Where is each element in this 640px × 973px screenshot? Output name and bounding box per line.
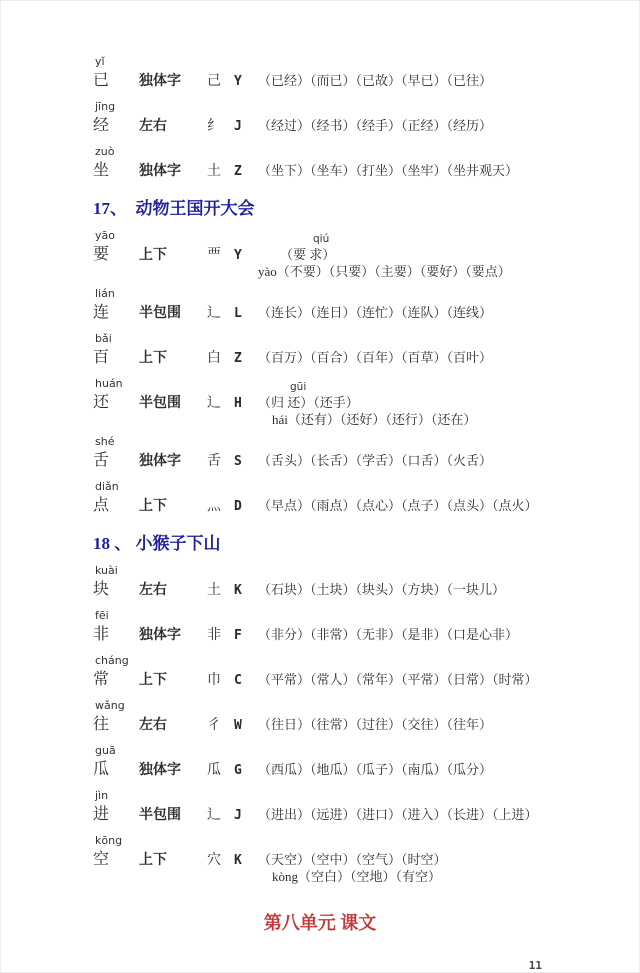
pinyin-label: wǎng [95, 699, 125, 712]
word-line: （平常）（常人）（常年）（平常）（日常）（时常） [258, 672, 538, 687]
pinyin-label: shé [95, 435, 115, 448]
character: 百 [93, 349, 110, 366]
vocab-row [93, 495, 639, 518]
character: 还 [93, 394, 110, 411]
vocab-entry [93, 564, 639, 602]
initial-letter: Z [234, 164, 242, 179]
radical-label: 土 [207, 164, 221, 179]
radical-label: 辶 [207, 808, 221, 823]
radical-label: 己 [207, 74, 221, 89]
character: 舌 [93, 452, 110, 469]
radical-label: 辶 [207, 396, 221, 411]
initial-letter: J [234, 119, 242, 134]
pinyin-label: kōng [95, 834, 123, 847]
structure-label: 独体字 [139, 164, 181, 179]
radical-label: 穴 [207, 853, 221, 868]
vocab-list [1, 55, 639, 885]
structure-label: 左右 [139, 583, 167, 598]
word-line: （坐下）（坐车）（打坐）（坐牢）（坐井观天） [258, 163, 519, 178]
structure-label: 上下 [139, 499, 167, 514]
vocab-row [93, 347, 639, 370]
word-line: （百万）（百合）（百年）（百草）（百叶） [258, 350, 493, 365]
structure-label: 半包围 [139, 808, 181, 823]
word-examples [258, 806, 639, 823]
word-examples [258, 581, 639, 598]
radical-label: 彳 [207, 718, 221, 733]
radical-label: 非 [207, 628, 221, 643]
radical-label: 辶 [207, 306, 221, 321]
vocab-entry [93, 699, 639, 737]
pinyin-label: jīng [95, 100, 116, 113]
word-examples [258, 851, 639, 885]
pinyin-label: yāo [95, 229, 115, 242]
word-examples [258, 381, 639, 428]
structure-label: 上下 [139, 853, 167, 868]
word-examples [258, 716, 639, 733]
vocab-row [93, 450, 639, 473]
word-examples [258, 117, 639, 134]
vocab-row [93, 849, 639, 885]
pinyin-label: guā [95, 744, 116, 757]
vocab-row [93, 579, 639, 602]
structure-label: 独体字 [139, 628, 181, 643]
character: 块 [93, 581, 110, 598]
initial-letter: W [234, 718, 242, 733]
word-line: （非分）（非常）（无非）（是非）（口是心非） [258, 627, 519, 642]
structure-label: 独体字 [139, 763, 181, 778]
word-line: （已经）（而已）（已故）（早已）（已往） [258, 73, 493, 88]
initial-letter: D [234, 499, 242, 514]
vocab-row [93, 759, 639, 782]
pinyin-label: bǎi [95, 332, 112, 345]
word-examples [258, 349, 639, 366]
section-heading: 17、 动物王国开大会 [93, 199, 255, 218]
structure-label: 上下 [139, 351, 167, 366]
word-line: （早点）（雨点）（点心）（点子）（点头）（点火） [258, 498, 538, 513]
word-examples [258, 761, 639, 778]
radical-label: 灬 [207, 499, 221, 514]
word-examples [258, 626, 639, 643]
initial-letter: K [234, 853, 242, 868]
note-pinyin-label: qiú [313, 233, 330, 245]
structure-label: 左右 [139, 119, 167, 134]
pinyin-label: lián [95, 287, 115, 300]
word-line: kòng（空白）（空地）（有空） [272, 869, 442, 884]
character: 进 [93, 806, 110, 823]
note-pinyin-label: gūi [290, 381, 307, 393]
pinyin-label: diǎn [95, 480, 119, 493]
pinyin-label: cháng [95, 654, 129, 667]
word-line: （天空）（空中）（空气）（时空） [258, 852, 447, 867]
radical-label: 土 [207, 583, 221, 598]
vocab-entry [93, 287, 639, 325]
vocab-entry [93, 480, 639, 518]
vocab-row [93, 804, 639, 827]
character: 空 [93, 851, 110, 868]
vocab-row [93, 115, 639, 138]
vocab-entry [93, 654, 639, 692]
initial-letter: C [234, 673, 242, 688]
character: 往 [93, 716, 110, 733]
vocab-entry [93, 789, 639, 827]
character: 连 [93, 304, 110, 321]
character: 坐 [93, 162, 110, 179]
word-line: （西瓜）（地瓜）（瓜子）（南瓜）（瓜分） [258, 762, 493, 777]
word-line: （要 求） [280, 247, 336, 262]
word-examples [258, 497, 639, 514]
vocab-entry [93, 229, 639, 280]
radical-label: 舌 [207, 454, 221, 469]
vocab-entry [93, 55, 639, 93]
vocab-row [93, 160, 639, 183]
pinyin-label: yǐ [95, 55, 105, 68]
structure-label: 半包围 [139, 306, 181, 321]
word-examples [258, 72, 639, 89]
character: 常 [93, 671, 110, 688]
unit-footer-title: 第八单元 课文 [263, 913, 377, 933]
initial-letter: F [234, 628, 242, 643]
structure-label: 半包围 [139, 396, 181, 411]
structure-label: 独体字 [139, 454, 181, 469]
character: 要 [93, 246, 110, 263]
word-examples [258, 304, 639, 321]
word-examples [258, 162, 639, 179]
character: 经 [93, 117, 110, 134]
vocab-entry [93, 145, 639, 183]
initial-letter: G [234, 763, 242, 778]
vocab-row [93, 669, 639, 692]
word-examples [258, 671, 639, 688]
word-examples [258, 452, 639, 469]
pinyin-label: zuò [95, 145, 115, 158]
character: 瓜 [93, 761, 110, 778]
radical-label: 瓜 [207, 763, 221, 778]
structure-label: 左右 [139, 718, 167, 733]
word-line: （归 还）（还手） [258, 395, 359, 410]
pinyin-label: fēi [95, 609, 109, 622]
page-number: 11 [528, 959, 542, 972]
vocab-entry [93, 609, 639, 647]
word-line: yào（不要）（只要）（主要）（要好）（要点） [258, 264, 511, 279]
vocab-row [93, 624, 639, 647]
radical-label: 巾 [207, 673, 221, 688]
initial-letter: Y [234, 248, 242, 263]
word-line: （往日）（往常）（过往）（交往）（往年） [258, 717, 493, 732]
initial-letter: H [234, 396, 242, 411]
vocab-entry [93, 744, 639, 782]
radical-label: 覀 [207, 248, 221, 263]
character: 已 [93, 72, 110, 89]
initial-letter: Y [234, 74, 242, 89]
vocab-entry [93, 834, 639, 885]
word-line: （舌头）（长舌）（学舌）（口舌）（火舌） [258, 453, 493, 468]
structure-label: 上下 [139, 673, 167, 688]
radical-label: 纟 [207, 119, 221, 134]
section-heading: 18 、 小猴子下山 [93, 534, 221, 553]
word-examples [258, 233, 639, 280]
vocab-entry [93, 332, 639, 370]
initial-letter: Z [234, 351, 242, 366]
vocab-row [93, 70, 639, 93]
initial-letter: J [234, 808, 242, 823]
character: 点 [93, 497, 110, 514]
structure-label: 上下 [139, 248, 167, 263]
vocab-entry [93, 435, 639, 473]
pinyin-label: jìn [95, 789, 109, 802]
initial-letter: S [234, 454, 242, 469]
pinyin-label: huán [95, 377, 123, 390]
structure-label: 独体字 [139, 74, 181, 89]
word-line: hái（还有）（还好）（还行）（还在） [272, 412, 477, 427]
radical-label: 白 [207, 351, 221, 366]
vocab-entry [93, 377, 639, 428]
vocab-row [93, 714, 639, 737]
word-line: （进出）（远进）（进口）（进入）（长进）（上进） [258, 807, 538, 822]
initial-letter: K [234, 583, 242, 598]
character: 非 [93, 626, 110, 643]
word-line: （石块）（土块）（块头）（方块）（一块儿） [258, 582, 506, 597]
initial-letter: L [234, 306, 242, 321]
pinyin-label: kuài [95, 564, 118, 577]
word-line: （经过）（经书）（经手）（正经）（经历） [258, 118, 493, 133]
vocab-entry [93, 100, 639, 138]
vocab-row [93, 302, 639, 325]
word-line: （连长）（连日）（连忙）（连队）（连线） [258, 305, 493, 320]
